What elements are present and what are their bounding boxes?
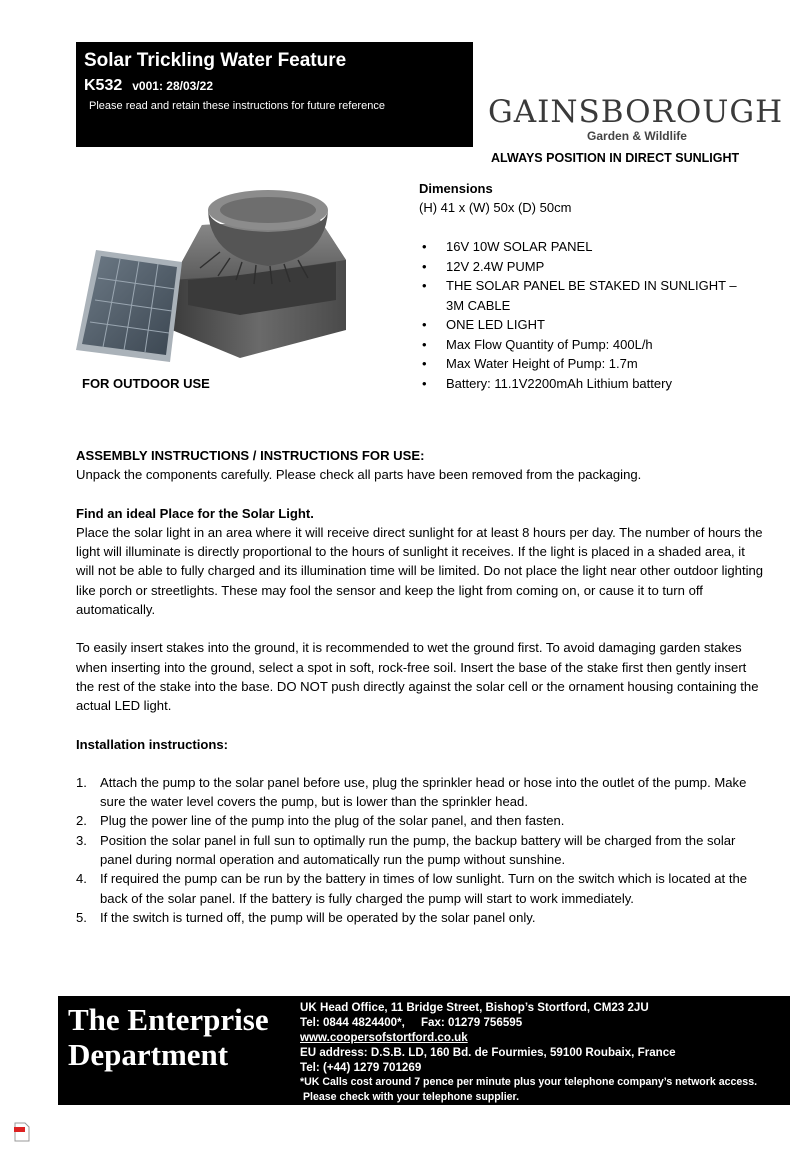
step-number: 1. (76, 774, 87, 790)
spec-item: • 16V 10W SOLAR PANEL (420, 237, 740, 257)
document-title: Solar Trickling Water Feature (84, 50, 347, 71)
footer-box (58, 996, 790, 1105)
installation-steps (76, 773, 766, 927)
place-text: Place the solar light in an area where it will receive direct sunlight for at least 8 hours per day. The number of hours the light will illuminate is directly proportional to the hours of sunlight it receives. If the light is placed in a shaded area, it will not be able to fully charged and its illumination time will be limited. Do not place the light near other outdoor lighting like porch or streetlights. These may fool the sensor and keep the light from coming on, or cause it to turn off automatically. (76, 524, 764, 618)
version-label: v001: 28/03/22 (132, 79, 213, 93)
call-cost-note: *UK Calls cost around 7 pence per minute plus your telephone company’s network access. (300, 1076, 758, 1088)
step-number: 5. (76, 909, 87, 925)
spec-item: • Battery: 11.1V2200mAh Lithium battery (420, 374, 740, 394)
step-number: 3. (76, 832, 87, 848)
pdf-file-icon (14, 1122, 30, 1142)
solar-water-feature-illustration-icon (70, 180, 410, 370)
step-text: Attach the pump to the solar panel before use, plug the sprinkler head or hose into the outlet of the pump. Make sure the water level covers the pump, but is lower than the sprinkler head. (100, 774, 747, 810)
contact-info (300, 1000, 757, 1105)
step-item (76, 908, 766, 927)
head-office-address: UK Head Office, 11 Bridge Street, Bishop’s Stortford, CM23 2JU (300, 1001, 649, 1014)
instructions-body (76, 446, 766, 927)
phone-fax: Tel: 0844 4824400*, Fax: 01279 756595 (300, 1016, 523, 1029)
step-text: Position the solar panel in full sun to optimally run the pump, the backup battery will be charged from the solar panel during normal operation and automatically run the pump without sunshine. (100, 832, 736, 868)
spec-item: • THE SOLAR PANEL BE STAKED IN SUNLIGHT – 3M CABLE (420, 276, 740, 315)
product-code: K532 (84, 77, 123, 94)
sunlight-warning: ALWAYS POSITION IN DIRECT SUNLIGHT (491, 151, 740, 165)
step-text: If required the pump can be run by the battery in times of low sunlight. Turn on the switch which is located at the back of the solar panel. If the battery is fully charged the pump will start to work immediately. (100, 871, 748, 906)
step-number: 2. (76, 813, 87, 829)
spec-item: • Max Water Height of Pump: 1.7m (420, 354, 740, 374)
department-line-1: The Enterprise (68, 1002, 269, 1037)
brand-name: GAINSBOROUGH (488, 94, 784, 130)
eu-address: EU address: D.S.B. LD, 160 Bd. de Fourmies, 59100 Roubaix, France (300, 1046, 676, 1059)
product-code-line (84, 77, 213, 95)
retain-note: Please read and retain these instructions for future reference (89, 100, 385, 112)
spec-list (420, 237, 740, 393)
assembly-heading: ASSEMBLY INSTRUCTIONS / INSTRUCTIONS FOR USE: (76, 448, 425, 463)
step-item (76, 773, 766, 812)
website-link[interactable]: www.coopersofstortford.co.uk (300, 1031, 468, 1044)
brand-logo (488, 94, 784, 143)
department-name (68, 1002, 269, 1072)
step-item (76, 831, 766, 870)
eu-phone: Tel: (+44) 1279 701269 (300, 1061, 422, 1074)
spec-item: • Max Flow Quantity of Pump: 400L/h (420, 335, 740, 355)
stakes-text: To easily insert stakes into the ground, it is recommended to wet the ground first. To avoid damaging garden stakes when inserting into the ground, select a spot in soft, rock-free soil. Insert the base of the stake first then gently insert the rest of the stake into the base. DO NOT push directly against the solar cell or the ornament housing containing the actual LED light. (76, 640, 759, 714)
installation-heading: Installation instructions: (76, 736, 229, 752)
brand-subtitle: Garden & Wildlife (587, 129, 687, 143)
step-item (76, 811, 766, 830)
dimensions-heading: Dimensions (419, 181, 493, 196)
step-text: If the switch is turned off, the pump will be operated by the solar panel only. (100, 909, 536, 925)
spec-item: • 12V 2.4W PUMP (420, 257, 740, 277)
outdoor-use-label: FOR OUTDOOR USE (82, 376, 210, 391)
assembly-text: Unpack the components carefully. Please check all parts have been removed from the packaging. (76, 467, 642, 483)
header-box (76, 42, 473, 147)
dimensions-value: (H) 41 x (W) 50x (D) 50cm (419, 200, 572, 215)
spec-item: • ONE LED LIGHT (420, 315, 740, 335)
supplier-note: Please check with your telephone supplier. (300, 1091, 520, 1103)
place-heading: Find an ideal Place for the Solar Light. (76, 505, 314, 521)
department-line-2: Department (68, 1037, 229, 1072)
step-text: Plug the power line of the pump into the plug of the solar panel, and then fasten. (100, 813, 565, 829)
step-item (76, 869, 766, 908)
step-number: 4. (76, 871, 87, 887)
